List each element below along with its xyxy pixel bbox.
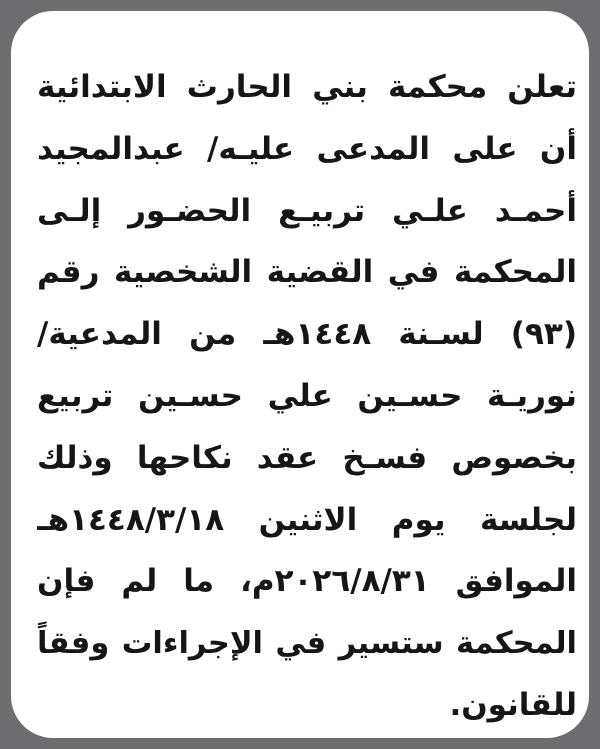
- notice-line-2: أن على المدعى عليـه/ عبدالمجيد: [37, 130, 577, 167]
- notice-line-1: تعلن محكمة بني الحارث الابتدائية: [37, 69, 577, 105]
- notice-line-11: للقانون.: [449, 686, 577, 723]
- notice-line-4: المحكمة في القضية الشخصية رقم: [37, 254, 577, 291]
- court-notice-text: [37, 57, 577, 737]
- notice-line-3: أحمـد علـي تربيـع الحضـور إلـى: [37, 192, 577, 229]
- notice-line-7: بخصوص فسـخ عقد نكاحها وذلك: [37, 439, 577, 476]
- notice-card: [11, 11, 589, 738]
- notice-line-5: (٩٣) لسـنة ١٤٤٨هـ من المدعية/: [37, 316, 577, 353]
- notice-line-8: لجلسة يوم الاثنين ١٤٤٨/٣/١٨هـ: [37, 501, 577, 538]
- notice-line-6: نوريـة حسـين علي حسـين تربيع: [37, 377, 577, 414]
- notice-line-9: الموافق ٢٠٢٦/٨/٣١م، ما لم فإن: [37, 563, 577, 600]
- notice-line-10: المحكمة ستسير في الإجراءات وفقاً: [37, 626, 577, 662]
